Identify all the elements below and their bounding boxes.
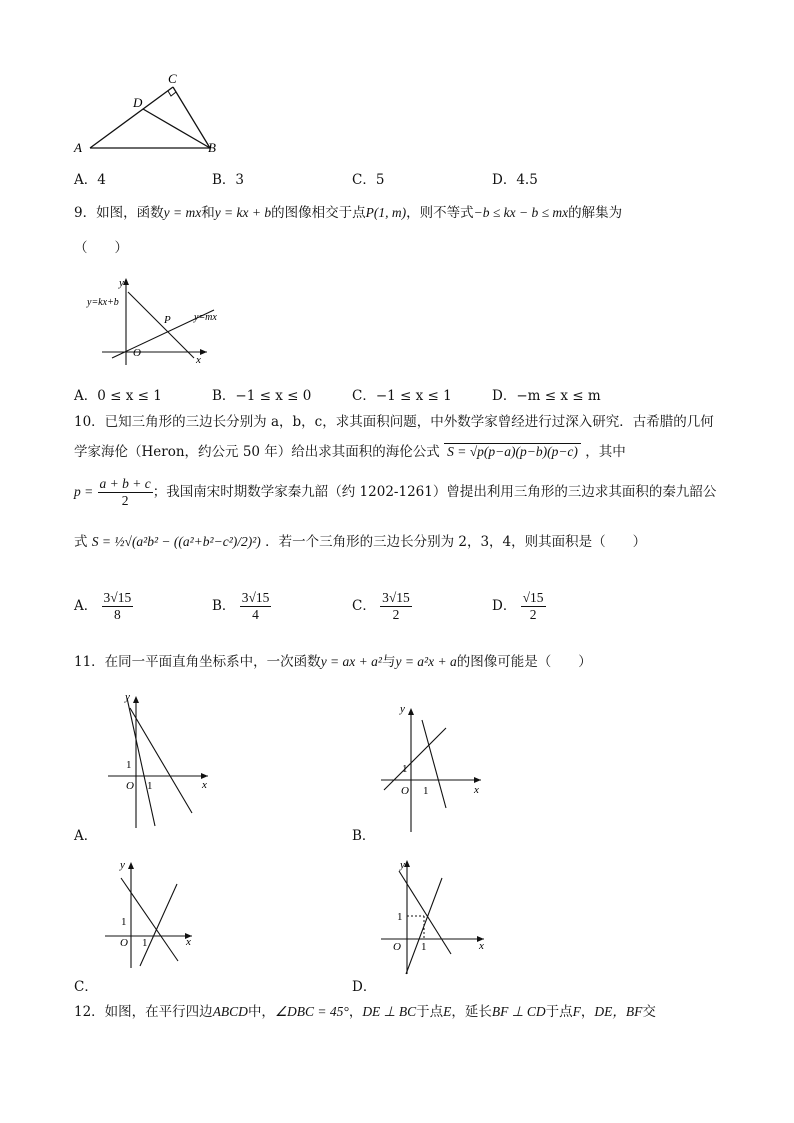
- q8-option-a[interactable]: A．4: [74, 172, 106, 188]
- q9-point-P: P: [164, 314, 171, 326]
- q11-c-x: x: [186, 936, 191, 948]
- q11-b-O: O: [401, 785, 409, 797]
- q9-option-b[interactable]: B．−1 ≤ x ≤ 0: [212, 388, 312, 404]
- q12-perp2: BF ⊥ CD: [491, 1004, 546, 1019]
- q8-option-d[interactable]: D．4.5: [492, 172, 538, 188]
- q12-point-F: F: [572, 1004, 581, 1019]
- q12-perp1: DE ⊥ BC: [362, 1004, 417, 1019]
- q8-label-A: A: [74, 140, 82, 155]
- q11-b-x: x: [474, 784, 479, 796]
- q9-line2-label: y=mx: [194, 312, 217, 323]
- q11-graph-c[interactable]: [100, 856, 210, 971]
- q8-option-b[interactable]: B．3: [212, 172, 245, 188]
- q10-line4: 式 S = ½√(a²b² − ((a²+b²−c²)/2)²) ．若一个三角形的三边长分别为 2，3，4，则其面积是（ ）: [74, 534, 647, 550]
- q12-tail: DE，BF: [594, 1004, 643, 1019]
- q9-inequality: −b ≤ kx − b ≤ mx: [473, 205, 569, 220]
- q8-option-c[interactable]: C．5: [352, 172, 385, 188]
- q11-b-1x: 1: [423, 785, 429, 797]
- q11-a-y: y: [125, 691, 130, 703]
- q9-blank: （ ）: [74, 240, 128, 256]
- q11-option-b[interactable]: B．: [352, 828, 376, 844]
- q11-c-1y: 1: [121, 916, 127, 928]
- q12-abcd: ABCD: [212, 1004, 248, 1019]
- q11-d-x: x: [479, 940, 484, 952]
- q12-angle: ∠DBC = 45°: [274, 1004, 349, 1019]
- q9-axis-x: x: [196, 354, 201, 366]
- q11-d-y: y: [400, 859, 405, 871]
- q9-option-d[interactable]: D．−m ≤ x ≤ m: [492, 388, 601, 404]
- q10-qin-formula: S = ½√(a²b² − ((a²+b²−c²)/2)²): [91, 534, 261, 549]
- q11-option-a[interactable]: A．: [74, 828, 98, 844]
- q11-a-O: O: [126, 780, 134, 792]
- q11-eq1: y = ax + a²: [320, 654, 382, 669]
- q10-heron-formula: S = √p(p−a)(p−b)(p−c): [444, 443, 581, 459]
- q11-a-x: x: [202, 779, 207, 791]
- q8-label-C: C: [168, 71, 177, 86]
- q9-option-a[interactable]: A．0 ≤ x ≤ 1: [74, 388, 162, 404]
- q9-point: P(1, m): [365, 205, 407, 220]
- q11-graph-a[interactable]: [100, 688, 220, 833]
- q10-option-c[interactable]: C． $\frac{3√15}{2}$: [352, 590, 410, 622]
- q8-triangle-figure: [70, 70, 230, 160]
- q10-line3: p = $\frac{a + b + c}{2}$ ；我国南宋时期数学家秦九韶（约 1202-1261）曾提出利用三角形的三边求其面积的秦九韶公: [74, 476, 717, 508]
- q12-stem: 12．如图，在平行四边ABCD中，∠DBC = 45°，DE ⊥ BC于点E，延长BF ⊥ CD于点F，DE，BF交: [74, 1004, 656, 1020]
- q10-option-b[interactable]: B． $\frac{3√15}{4}$: [212, 590, 270, 622]
- q11-graph-b[interactable]: [376, 700, 496, 835]
- q10-line2: 学家海伦（Heron，约公元 50 年）给出求其面积的海伦公式 S = √p(p−a)(p−b)(p−c) ，其中: [74, 444, 626, 460]
- q9-origin: O: [133, 347, 141, 359]
- q9-eq1: y = mx: [163, 205, 202, 220]
- q9-stem: 9．如图，函数y = mx和y = kx + b的图像相交于点P(1, m)，则不等式−b ≤ kx − b ≤ mx的解集为: [74, 205, 623, 221]
- q8-label-B: B: [208, 140, 216, 155]
- q10-p-fraction: [98, 476, 153, 509]
- q11-c-y: y: [120, 859, 125, 871]
- q11-stem: 11．在同一平面直角坐标系中，一次函数y = ax + a²与y = a²x + a的图像可能是（ ）: [74, 654, 592, 670]
- q9-eq2: y = kx + b: [214, 205, 272, 220]
- q10-p-denominator: 2: [121, 493, 129, 508]
- q10-line1: 10．已知三角形的三边长分别为 a，b，c，求其面积问题，中外数学家曾经进行过深入研究．古希腊的几何: [74, 414, 714, 430]
- q12-point-E: E: [443, 1004, 452, 1019]
- q9-graph-figure: [82, 270, 232, 370]
- q11-d-O: O: [393, 941, 401, 953]
- q11-b-y: y: [400, 703, 405, 715]
- q9-option-c[interactable]: C．−1 ≤ x ≤ 1: [352, 388, 452, 404]
- q10-option-d[interactable]: D． $\frac{√15}{2}$: [492, 590, 544, 622]
- q8-label-D: D: [133, 95, 143, 110]
- q11-c-O: O: [120, 937, 128, 949]
- q11-option-c[interactable]: C．: [74, 979, 98, 995]
- q10-p-lhs: p =: [74, 484, 94, 499]
- q11-c-1x: 1: [142, 937, 148, 949]
- q9-axis-y: y: [119, 277, 124, 289]
- q11-option-d[interactable]: D．: [352, 979, 377, 995]
- q9-line1-label: y=kx+b: [87, 297, 119, 308]
- q10-p-numerator: a + b + c: [99, 476, 151, 491]
- q11-a-1x: 1: [147, 780, 153, 792]
- q11-b-1y: 1: [402, 763, 408, 775]
- q10-option-a[interactable]: A． $\frac{3√15}{8}$: [74, 590, 132, 622]
- q11-eq2: y = a²x + a: [395, 654, 457, 669]
- q11-a-1y: 1: [126, 759, 132, 771]
- q11-d-1x: 1: [421, 941, 427, 953]
- q11-graph-d[interactable]: [376, 856, 496, 976]
- q11-d-1y: 1: [397, 911, 403, 923]
